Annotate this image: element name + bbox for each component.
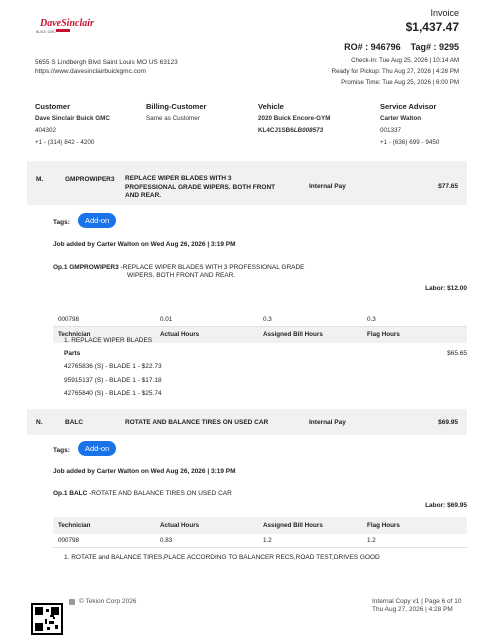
vehicle-model: 2020 Buick Encore-GYM [258,115,331,122]
dealer-website: https://www.davesinclairbuickgmc.com [35,68,146,75]
job-row [27,161,467,205]
th-flag-hours: Flag Hours [367,522,400,529]
th-actual-hours: Actual Hours [160,331,200,338]
th-assigned-bill-hours: Assigned Bill Hours [263,522,323,529]
operation-line [53,263,305,272]
ro-tag-line [344,42,459,52]
customer-phone: +1 - (314) 842 - 4200 [35,139,95,146]
part-line: 95915137 (S) - BLADE 1 - $17.18 [64,377,162,384]
td-technician: 000798 [58,537,80,544]
job-amount: $69.95 [438,419,458,426]
billing-heading: Billing-Customer [146,102,207,111]
vin-prefix: KL4CJ1SB6 [258,127,294,134]
th-flag-hours: Flag Hours [367,331,400,338]
td-technician: 000798 [58,316,80,323]
dealer-logo-sub: BUICK GMC [36,30,56,34]
labor-amount: Labor: $12.00 [425,285,467,292]
check-in: Check-In: Tue Aug 25, 2026 | 10:14 AM [351,57,459,64]
td-flag-hours: 1.2 [367,537,376,544]
job-desc-line: PROFESSIONAL GRADE WIPERS. BOTH FRONT [125,183,276,191]
op-description: -REPLACE WIPER BLADES WITH 3 PROFESSIONAL GRADE [120,264,305,271]
advisor-id: 001337 [380,127,402,134]
th-assigned-bill-hours: Assigned Bill Hours [263,331,323,338]
th-technician: Technician [58,331,91,338]
dealer-logo [36,18,94,44]
td-assigned-bill-hours: 0.3 [263,316,272,323]
tech-table-header [53,517,467,534]
ro-number: RO# : 946796 [344,42,401,52]
job-code: BALC [65,419,84,426]
job-pay-type: Internal Pay [309,183,346,190]
advisor-phone: +1 - (636) 699 - 9450 [380,139,440,146]
vin-suffix: LB008573 [293,127,324,134]
job-amount: $77.65 [438,183,458,190]
tech-table-row [53,534,467,548]
tags-label: Tags: [53,219,70,226]
labor-amount: Labor: $69.95 [425,502,467,509]
job-added-by: Job added by Carter Walton on Wed Aug 26, 2026 | 3:19 PM [53,468,236,475]
copyright-text: © Tekion Corp 2026 [79,598,137,605]
td-flag-hours: 0.3 [367,316,376,323]
qr-code [31,603,63,635]
invoice-label: Invoice [430,8,459,18]
part-line: 42765836 (S) - BLADE 1 - $22.73 [64,363,162,370]
job-desc-line: AND REAR. [125,192,162,199]
tag-pill-add-on[interactable]: Add-on [78,441,116,456]
job-description: ROTATE AND BALANCE TIRES ON USED CAR [125,419,269,426]
td-actual-hours: 0.01 [160,316,173,323]
th-actual-hours: Actual Hours [160,522,200,529]
dealer-logo-text: DaveSinclair [40,18,94,29]
op-code: Op.1 GMPROWIPER3 [53,264,119,271]
job-row [27,409,467,435]
billing-value: Same as Customer [146,115,200,122]
parts-label: Parts [64,350,81,357]
tag-pill-add-on[interactable]: Add-on [78,213,116,228]
job-code: GMPROWIPER3 [65,176,115,183]
tech-table-row [53,313,467,327]
td-assigned-bill-hours: 1.2 [263,537,272,544]
copy-info: Internal Copy v1 | Page 6 of 10 [372,598,462,605]
td-actual-hours: 0.83 [160,537,173,544]
dates-block [332,55,459,88]
logo-bar [56,29,70,32]
vehicle-heading: Vehicle [258,102,284,111]
job-pay-type: Internal Pay [309,419,346,426]
tekion-icon [69,599,75,605]
print-date: Thu Aug 27, 2026 | 4:28 PM [372,606,453,613]
customer-name: Dave Sinclair Buick GMC [35,115,110,122]
operation-line [53,490,232,497]
advisor-heading: Service Advisor [380,102,437,111]
footer-right [372,598,462,614]
story-line: 1. REPLACE WIPER BLADES [64,337,153,344]
dealer-address: 5655 S Lindbergh Blvd Saint Louis MO US 63123 [35,59,178,66]
job-letter: N. [36,419,43,426]
customer-info [35,113,110,149]
advisor-name: Carter Walton [380,115,422,122]
job-description [125,175,275,201]
th-technician: Technician [58,522,91,529]
op-code: Op.1 BALC [53,490,88,497]
part-line: 42765840 (S) - BLADE 1 - $25.74 [64,390,162,397]
customer-heading: Customer [35,102,71,111]
op-description-cont: WIPERS. BOTH FRONT AND REAR. [127,272,236,279]
promise-time: Promise Time: Tue Aug 25, 2026 | 6:00 PM [341,79,459,86]
story-line: 1. ROTATE and BALANCE TIRES,PLACE ACCORDING TO BALANCER RECS,ROAD TEST,DRIVES GOOD [64,554,380,561]
ready-for-pickup: Ready for Pickup: Thu Aug 27, 2026 | 4:28 PM [331,68,459,75]
advisor-info [380,113,439,149]
vehicle-info [258,113,330,137]
parts-total: $65.65 [447,350,467,357]
job-letter: M. [36,176,44,183]
op-description: -ROTATE AND BALANCE TIRES ON USED CAR [89,490,232,497]
customer-id: 404302 [35,127,57,134]
job-desc-line: REPLACE WIPER BLADES WITH 3 [125,175,232,182]
dealer-address-block [35,58,178,76]
tags-label: Tags: [53,447,70,454]
copyright-block [69,598,136,605]
job-added-by: Job added by Carter Walton on Wed Aug 26, 2026 | 3:19 PM [53,241,236,248]
invoice-total: $1,437.47 [405,20,459,34]
tag-number: Tag# : 9295 [410,42,459,52]
